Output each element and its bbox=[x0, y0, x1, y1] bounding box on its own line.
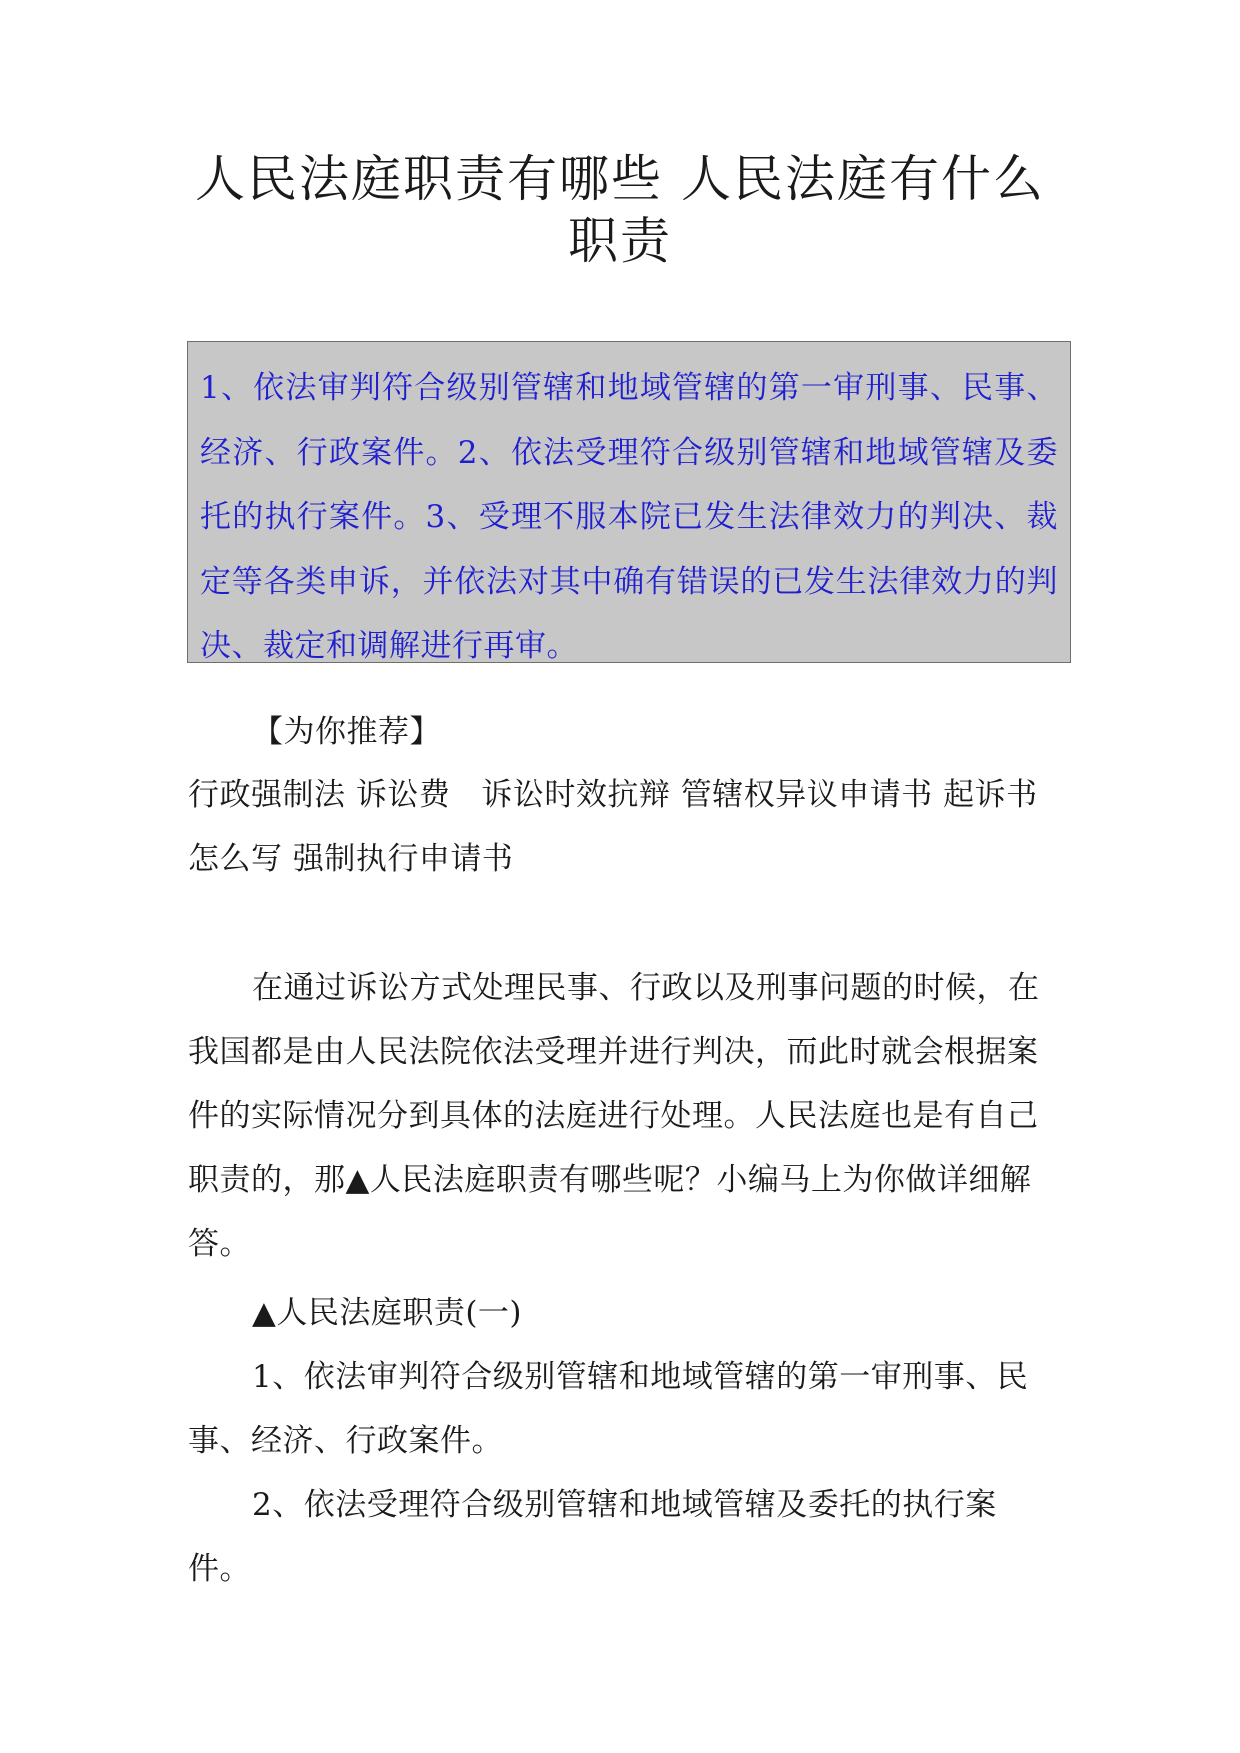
recommend-links bbox=[188, 763, 1048, 891]
recommend-link[interactable]: 起诉书怎么写 bbox=[188, 777, 1038, 877]
recommend-link[interactable]: 诉讼费 bbox=[355, 777, 451, 813]
recommend-link[interactable]: 管辖权异议申请书 bbox=[680, 777, 933, 813]
duty-item: 1、依法审判符合级别管辖和地域管辖的第一审刑事、民事、经济、行政案件。 bbox=[188, 1359, 1029, 1459]
summary-text: 1、依法审判符合级别管辖和地域管辖的第一审刑事、民事、经济、行政案件。2、依法受理符合级别管辖和地域管辖及委托的执行案件。3、受理不服本院已发生法律效力的判决、裁定等各类申诉，并依法对其中确有错误的已发生法律效力的判决、裁定和调解进行再审。 bbox=[200, 370, 1058, 664]
duty-item: 2、依法受理符合级别管辖和地域管辖及委托的执行案件。 bbox=[188, 1487, 997, 1587]
intro-paragraph: 在通过诉讼方式处理民事、行政以及刑事问题的时候，在我国都是由人民法院依法受理并进行判决，而此时就会根据案件的实际情况分到具体的法庭进行处理。人民法庭也是有自己职责的，那▲人民法庭职责有哪些呢？小编马上为你做详细解答。 bbox=[188, 970, 1040, 1262]
section-heading: ▲人民法庭职责(一) bbox=[252, 1295, 523, 1331]
recommend-link[interactable]: 强制执行申请书 bbox=[292, 841, 514, 877]
recommend-heading: 【为你推荐】 bbox=[252, 714, 441, 750]
recommend-link[interactable]: 行政强制法 bbox=[188, 777, 346, 813]
summary-box bbox=[187, 341, 1071, 663]
recommend-link[interactable]: 诉讼时效抗辩 bbox=[481, 777, 671, 813]
document-title: 人民法庭职责有哪些 人民法庭有什么职责 bbox=[195, 150, 1045, 270]
